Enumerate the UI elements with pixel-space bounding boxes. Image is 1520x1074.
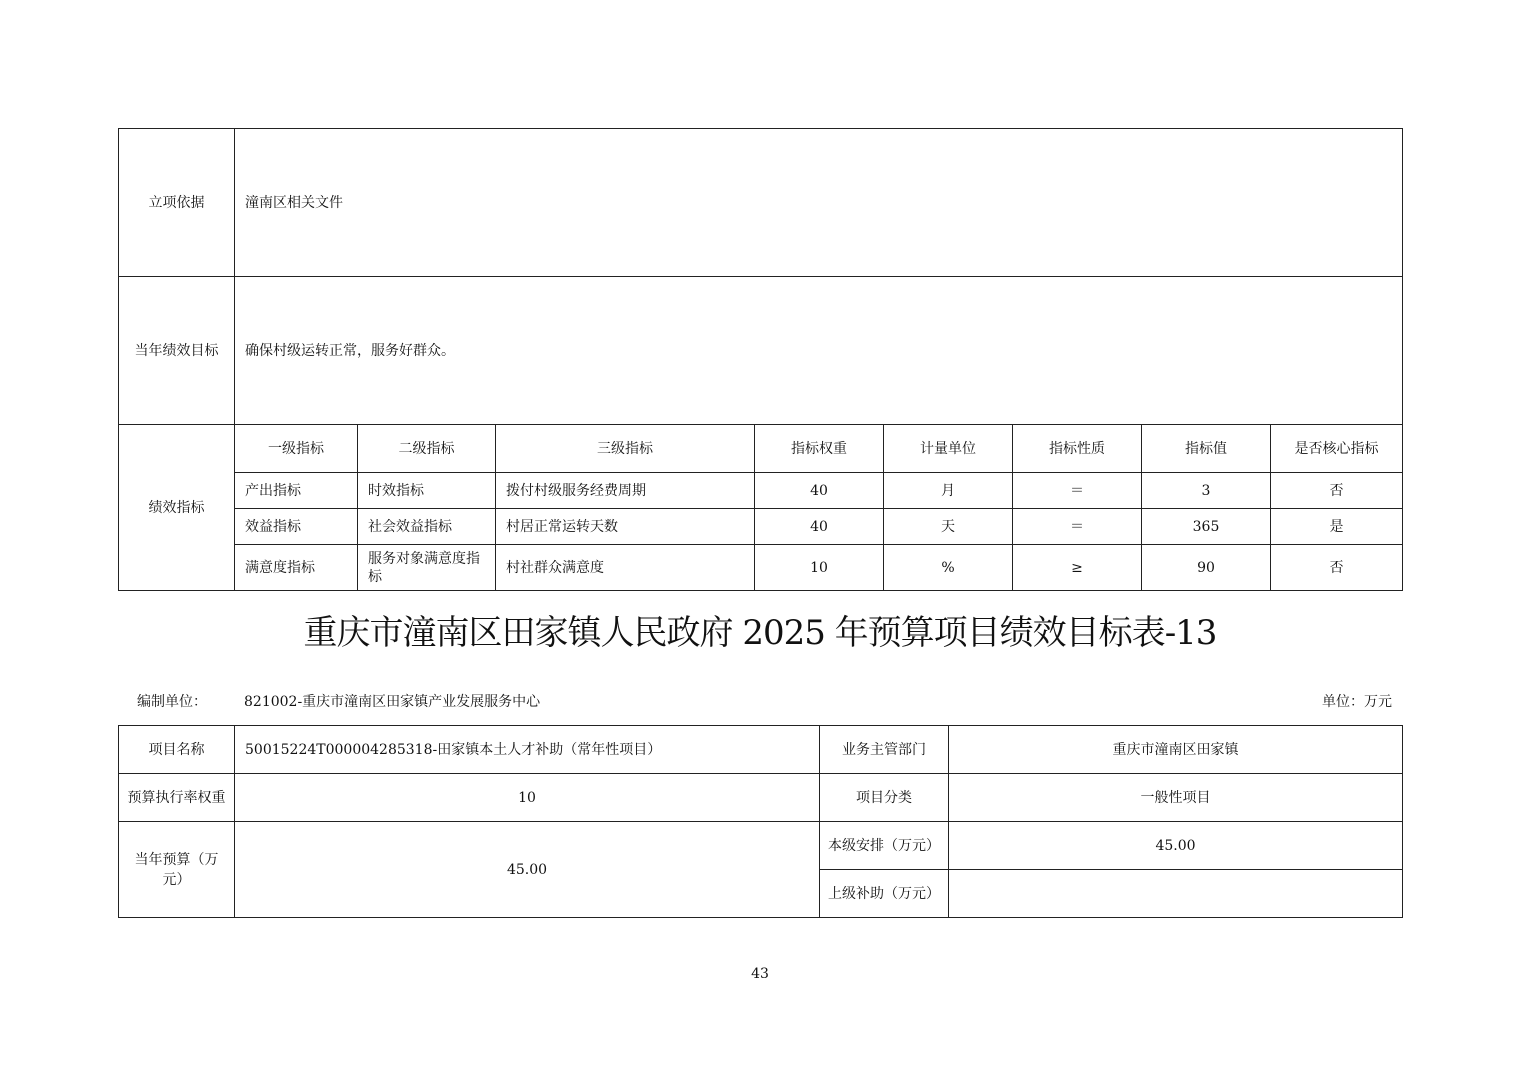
project-info-table — [118, 725, 1403, 918]
local-allocation-value: 45.00 — [949, 822, 1403, 870]
project-name-value: 50015224T000004285318-田家镇本土人才补助（常年性项目） — [235, 726, 820, 774]
table-cell: 月 — [884, 473, 1013, 509]
upper-subsidy-label: 上级补助（万元） — [820, 870, 949, 918]
table-cell: ＝ — [1013, 473, 1142, 509]
title-part1: 重庆市潼南区田家镇人民政府 — [303, 613, 743, 653]
category-value: 一般性项目 — [949, 774, 1403, 822]
upper-subsidy-value — [949, 870, 1403, 918]
category-label: 项目分类 — [820, 774, 949, 822]
page-number: 43 — [751, 966, 769, 982]
header-cell: 三级指标 — [496, 425, 755, 473]
table-cell: 是 — [1271, 509, 1403, 545]
table-row — [119, 509, 1403, 545]
table-cell: 天 — [884, 509, 1013, 545]
annual-budget-value: 45.00 — [235, 822, 820, 918]
table-row — [119, 545, 1403, 591]
department-label: 业务主管部门 — [820, 726, 949, 774]
compiling-unit-label: 编制单位： — [137, 694, 207, 710]
table-cell: 否 — [1271, 545, 1403, 591]
table-cell: 40 — [755, 473, 884, 509]
annual-goal-value: 确保村级运转正常，服务好群众。 — [235, 277, 1403, 425]
compiling-unit-value: 821002-重庆市潼南区田家镇产业发展服务中心 — [244, 694, 541, 710]
local-allocation-label: 本级安排（万元） — [820, 822, 949, 870]
indicators-label: 绩效指标 — [119, 425, 235, 591]
table-row — [119, 473, 1403, 509]
table-cell: ＝ — [1013, 509, 1142, 545]
table-cell: 社会效益指标 — [358, 509, 496, 545]
table-cell: 40 — [755, 509, 884, 545]
table-cell: 村居正常运转天数 — [496, 509, 755, 545]
table-cell: 90 — [1142, 545, 1271, 591]
money-unit: 单位：万元 — [1322, 694, 1392, 710]
title-year: 2025 — [742, 613, 825, 653]
project-name-label: 项目名称 — [119, 726, 235, 774]
title-part2: 年预算项目绩效目标表 — [824, 613, 1165, 653]
table-cell: 时效指标 — [358, 473, 496, 509]
table-cell: 3 — [1142, 473, 1271, 509]
header-cell: 二级指标 — [358, 425, 496, 473]
basis-value: 潼南区相关文件 — [235, 129, 1403, 277]
table-cell: ≥ — [1013, 545, 1142, 591]
table-cell: 365 — [1142, 509, 1271, 545]
department-value: 重庆市潼南区田家镇 — [949, 726, 1403, 774]
header-cell: 指标性质 — [1013, 425, 1142, 473]
header-cell: 指标值 — [1142, 425, 1271, 473]
performance-indicator-table — [118, 128, 1403, 591]
header-cell: 计量单位 — [884, 425, 1013, 473]
execution-rate-label: 预算执行率权重 — [119, 774, 235, 822]
table-cell: 10 — [755, 545, 884, 591]
basis-label: 立项依据 — [119, 129, 235, 277]
annual-goal-label: 当年绩效目标 — [119, 277, 235, 425]
header-cell: 指标权重 — [755, 425, 884, 473]
table-cell: 否 — [1271, 473, 1403, 509]
table-cell: % — [884, 545, 1013, 591]
table-cell: 服务对象满意度指标 — [358, 545, 496, 591]
page-title — [0, 608, 1520, 658]
table-cell: 村社群众满意度 — [496, 545, 755, 591]
execution-rate-value: 10 — [235, 774, 820, 822]
table-cell: 拨付村级服务经费周期 — [496, 473, 755, 509]
title-suffix: -13 — [1164, 613, 1217, 653]
header-cell: 一级指标 — [235, 425, 358, 473]
header-cell: 是否核心指标 — [1271, 425, 1403, 473]
annual-budget-label: 当年预算（万元） — [119, 822, 235, 918]
table-cell: 效益指标 — [235, 509, 358, 545]
table-cell: 产出指标 — [235, 473, 358, 509]
table-cell: 满意度指标 — [235, 545, 358, 591]
